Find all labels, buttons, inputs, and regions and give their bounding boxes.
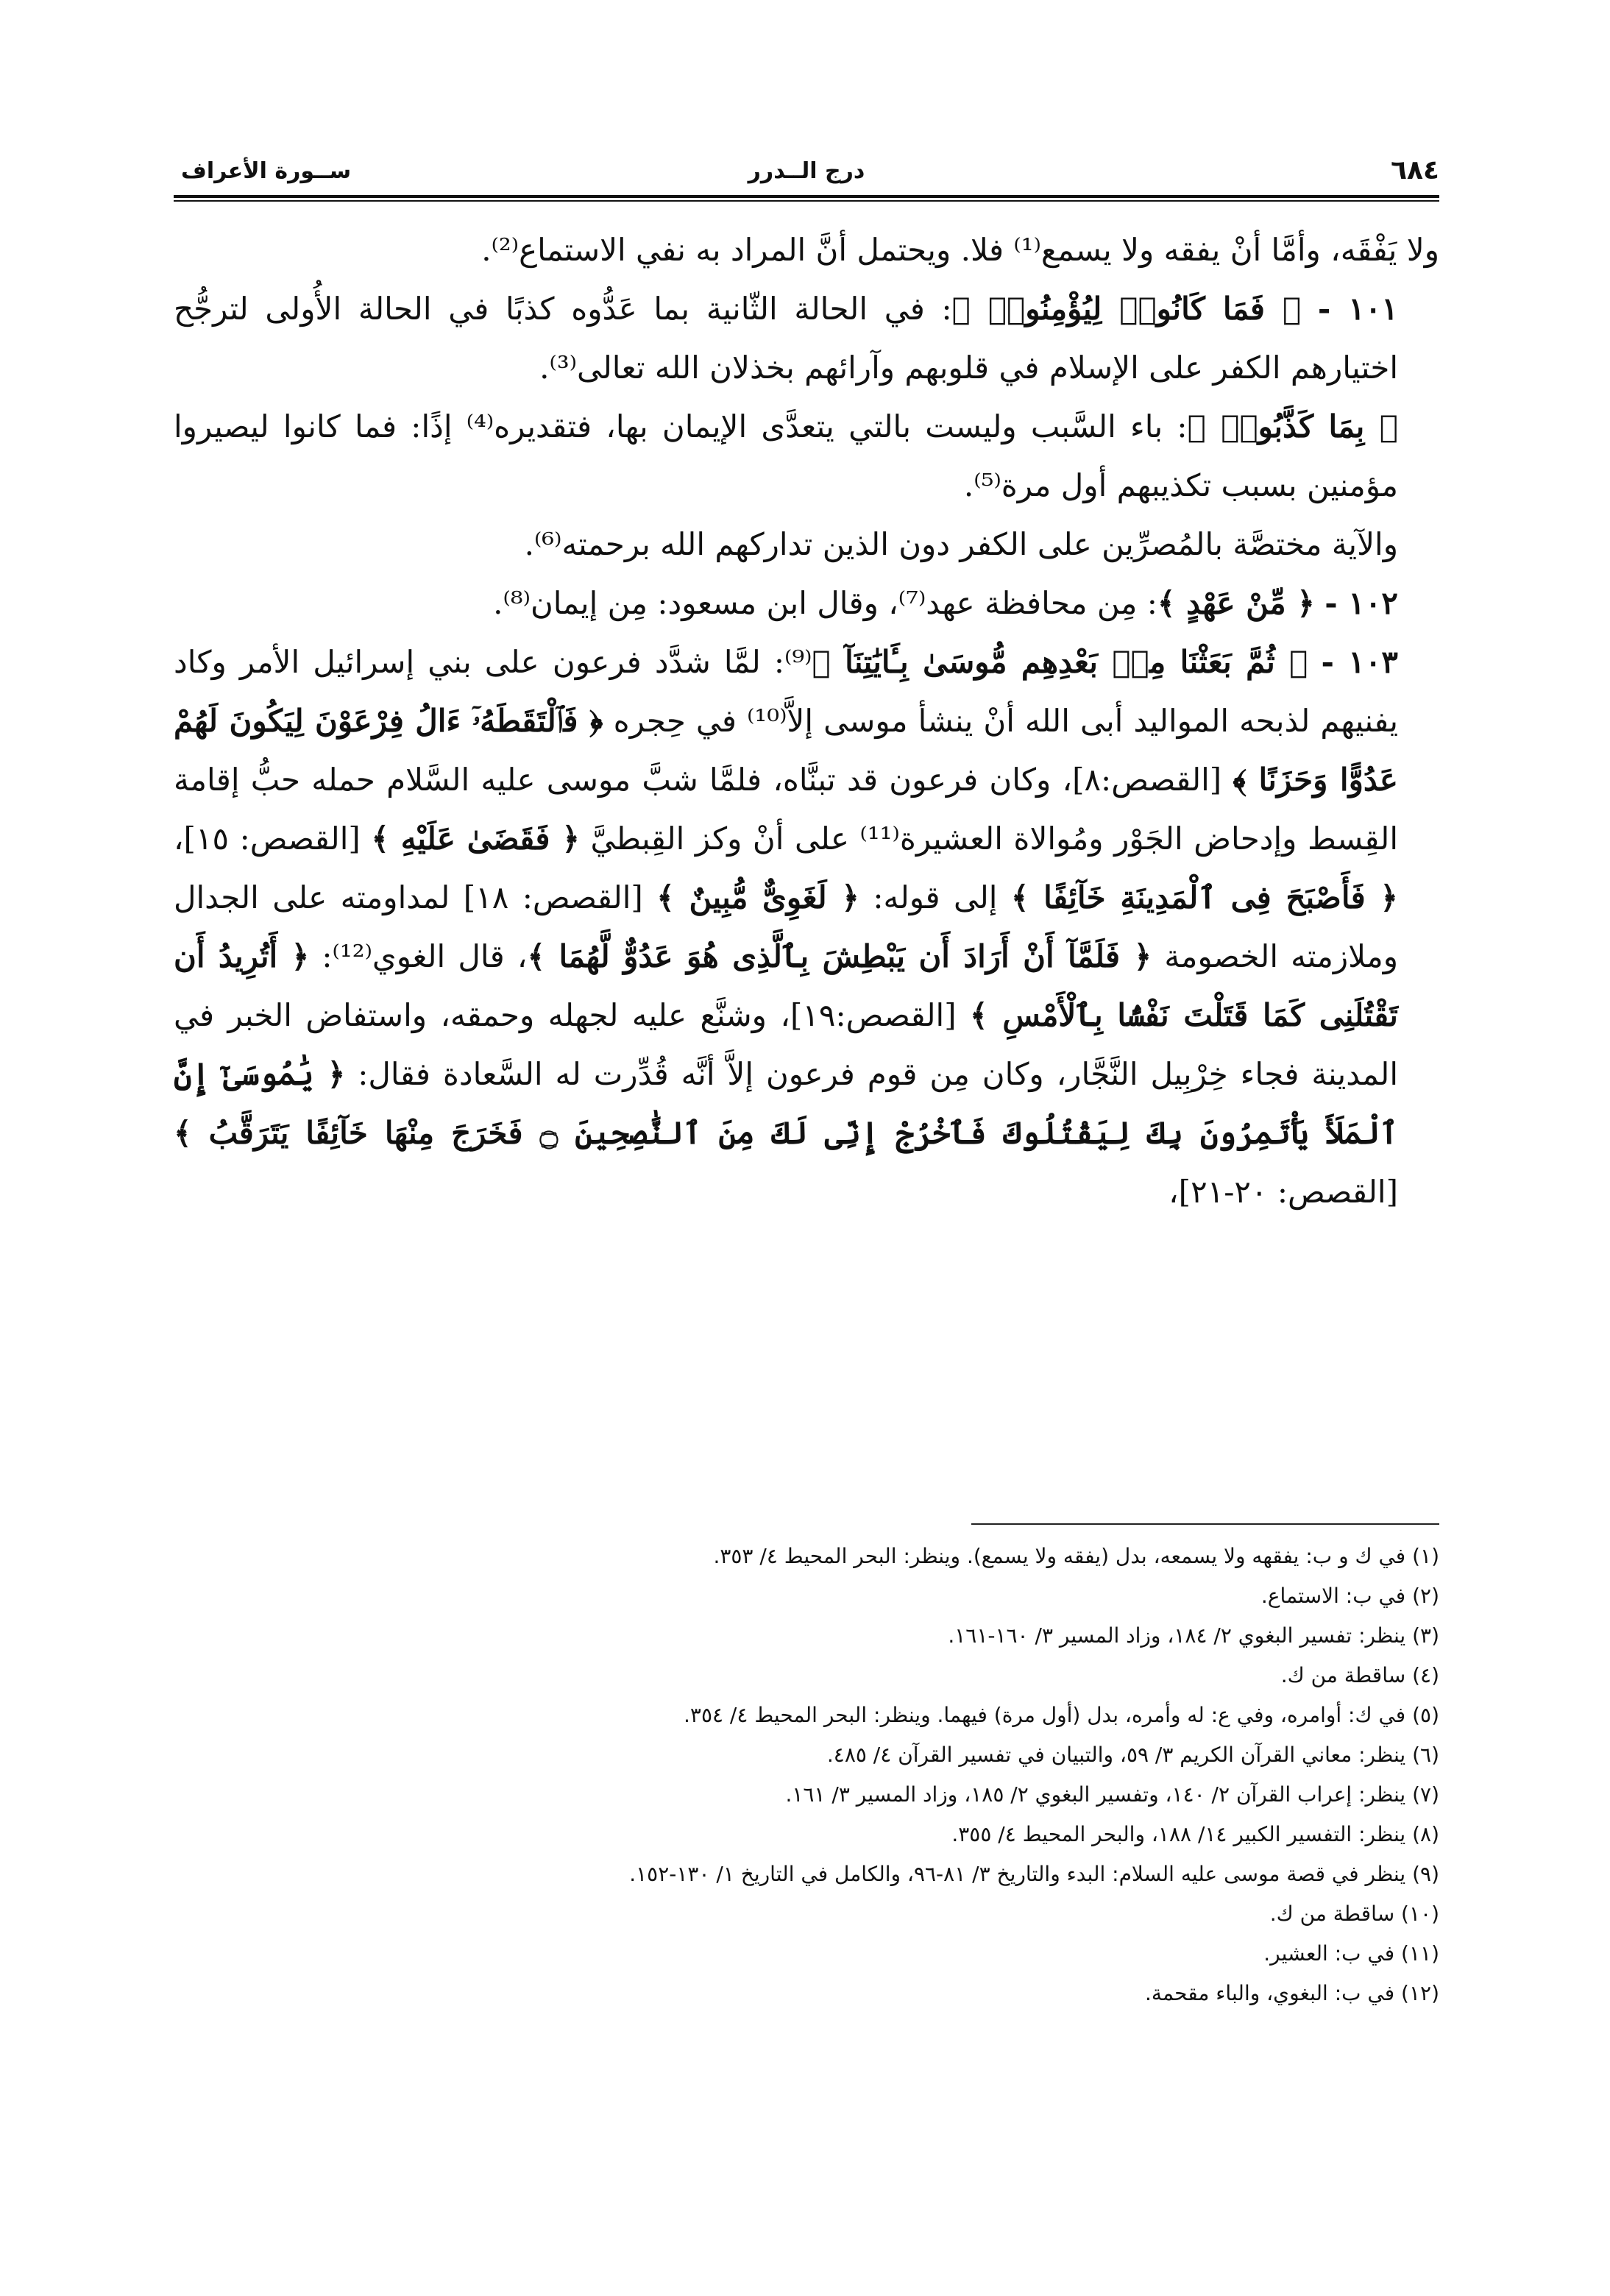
quran-quote: ﴿ لَغَوِىٌّ مُّبِينٌ ﴾ xyxy=(656,879,859,915)
commentary-text: ⁽⁹⁾: لمَّا شدَّد فرعون على بني إسرائيل الأمر وكاد يفنيهم لذبحه المواليد أبى الله أنْ ينشأ موسى إلاَّ⁽¹⁰⁾ في حِجره xyxy=(174,644,1399,739)
commentary-text: [القصص: ١٨] لمداومته على الجدال وملازمته الخصومة xyxy=(174,879,1398,974)
main-text xyxy=(174,221,1439,1222)
paragraph-ayah-specific xyxy=(174,515,1439,574)
quran-quote: ﴿ ثُمَّ بَعَثْنَا مِنۢ بَعْدِهِم مُّوسَىٰ بِـَٔايَٰتِنَآ ﴾ xyxy=(812,644,1308,680)
quran-quote: ﴿ أَتُرِيدُ أَن تَقْتُلَنِى كَمَا قَتَلْتَ نَفْسًۢا بِٱلْأَمْسِ ﴾ xyxy=(174,938,1398,1033)
page-number: ٦٨٤ xyxy=(1391,155,1439,185)
footnote-rule xyxy=(971,1523,1439,1525)
quran-quote: ﴿ يَٰمُوسَىٰٓ إِنَّ ٱلْمَلَأَ يَأْتَمِرُونَ بِكَ لِيَقْتُلُوكَ فَٱخْرُجْ إِنِّى لَكَ مِنَ ٱلنَّٰصِحِينَ ۝ فَخَرَجَ مِنْهَا خَآئِفًا يَتَرَقَّبُ ﴾ xyxy=(174,1056,1398,1151)
verse-number-101: ١٠١ - xyxy=(1317,291,1398,327)
footnote-12: (١٢) في ب: البغوي، والباء مقحمة. xyxy=(1145,1981,1439,2005)
quran-quote: ﴿ مِّنْ عَهْدٍ ﴾ xyxy=(1157,585,1315,621)
surah-title: ســورة الأعراف xyxy=(181,158,352,184)
quran-quote: ﴿ فَقَضَىٰ عَلَيْهِ ﴾ xyxy=(371,821,580,857)
quran-quote: ﴿ فَأَصْبَحَ فِى ٱلْمَدِينَةِ خَآئِفًا ﴾ xyxy=(1010,879,1398,915)
footnote-11: (١١) في ب: العشير. xyxy=(1263,1941,1439,1966)
footnote-5: (٥) في ك: أوامره، وفي ع: له وأمره، بدل (أول مرة) فيهما. وينظر: البحر المحيط ٤/ ٣٥٤. xyxy=(684,1703,1439,1727)
commentary-text: إلى قوله: xyxy=(873,879,998,915)
verse-number-102: ١٠٢ - xyxy=(1324,585,1398,621)
quran-quote: ﴿ بِمَا كَذَّبُوا۟ ﴾ xyxy=(1187,408,1398,444)
surah-reference: [القصص: ١٥]، xyxy=(174,821,361,857)
footnote-1: (١) في ك و ب: يفقهه ولا يسمعه، بدل (يفقه ولا يسمع). وينظر: البحر المحيط ٤/ ٣٥٣. xyxy=(713,1544,1439,1568)
paragraph-bima-kadhdhabu xyxy=(174,397,1439,515)
commentary-text: [القصص:١٩]، وشنَّع عليه لجهله وحمقه، واستفاض الخبر في المدينة فجاء خِرْبِيل النَّجَّار، وكان مِن قوم فرعون إلاَّ أنَّه قُدِّرت له السَّعادة فقال: xyxy=(174,997,1398,1092)
quran-quote: ﴿ فَٱلْتَقَطَهُۥٓ ءَالُ فِرْعَوْنَ لِيَكُونَ لَهُمْ عَدُوًّا وَحَزَنًا ﴾ xyxy=(174,703,1398,798)
paragraph-verse-102 xyxy=(174,574,1439,633)
commentary-text: [القصص:٨]، وكان فرعون قد تبنَّاه، فلمَّا شبَّ موسى عليه السَّلام حمله حبُّ إقامة القِسط وإدحاض الجَوْر ومُوالاة العشيرة⁽¹¹⁾ على أنْ وكز القِبطيَّ xyxy=(174,762,1398,857)
commentary-text: والآية مختصَّة بالمُصرِّين على الكفر دون الذين تداركهم الله برحمته⁽⁶⁾. xyxy=(524,526,1398,562)
commentary-text: : باء السَّبب وليست بالتي يتعدَّى الإيمان بها، فتقديره⁽⁴⁾ إذًا: فما كانوا ليصيروا مؤمنين بسبب تكذيبهم أول مرة⁽⁵⁾. xyxy=(174,408,1398,503)
quran-quote: ﴿ فَمَا كَانُوا۟ لِيُؤْمِنُوا۟ ﴾ xyxy=(951,291,1302,327)
surah-reference: [القصص: ٢٠-٢١]، xyxy=(1169,1174,1398,1210)
paragraph-verse-101 xyxy=(174,280,1439,397)
footnote-9: (٩) ينظر في قصة موسى عليه السلام: البدء والتاريخ ٣/ ٨١-٩٦، والكامل في التاريخ ١/ ١٣٠-١٥٢. xyxy=(629,1862,1439,1886)
footnote-4: (٤) ساقطة من ك. xyxy=(1280,1663,1439,1687)
header-rule xyxy=(174,195,1439,202)
paragraph-verse-103 xyxy=(174,633,1439,1222)
paragraph-1-text: ولا يَفْقَه، وأمَّا أنْ يفقه ولا يسمع⁽¹⁾ فلا. ويحتمل أنَّ المراد به نفي الاستماع⁽²⁾. xyxy=(481,232,1439,268)
commentary-text: ، قال الغوي⁽¹²⁾: xyxy=(322,938,528,974)
footnote-6: (٦) ينظر: معاني القرآن الكريم ٣/ ٥٩، والتبيان في تفسير القرآن ٤/ ٤٨٥. xyxy=(826,1743,1439,1767)
paragraph-1 xyxy=(174,221,1439,280)
commentary-text: : مِن محافظة عهد⁽⁷⁾، وقال ابن مسعود: مِن إيمان⁽⁸⁾. xyxy=(493,585,1157,621)
book-title: درج الــدرر xyxy=(748,158,865,184)
footnote-7: (٧) ينظر: إعراب القرآن ٢/ ١٤٠، وتفسير البغوي ٢/ ١٨٥، وزاد المسير ٣/ ١٦١. xyxy=(785,1782,1439,1807)
quran-quote: ﴿ فَلَمَّآ أَنْ أَرَادَ أَن يَبْطِشَ بِٱلَّذِى هُوَ عَدُوٌّ لَّهُمَا ﴾ xyxy=(527,938,1152,974)
footnote-8: (٨) ينظر: التفسير الكبير ١٤/ ١٨٨، والبحر المحيط ٤/ ٣٥٥. xyxy=(951,1822,1439,1846)
footnote-3: (٣) ينظر: تفسير البغوي ٢/ ١٨٤، وزاد المسير ٣/ ١٦٠-١٦١. xyxy=(948,1623,1439,1648)
verse-number-103: ١٠٣ - xyxy=(1321,644,1398,680)
footnotes-list xyxy=(174,1537,1439,2013)
footnote-2: (٢) في ب: الاستماع. xyxy=(1260,1584,1439,1608)
page-header xyxy=(174,151,1439,195)
footnote-10: (١٠) ساقطة من ك. xyxy=(1269,1902,1439,1926)
commentary-text: : في الحالة الثّانية بما عَدُّوه كذبًا في الحالة الأُولى لترجُّح اختيارهم الكفر على الإسلام في قلوبهم وآرائهم بخذلان الله تعالى⁽³⁾. xyxy=(174,291,1398,386)
